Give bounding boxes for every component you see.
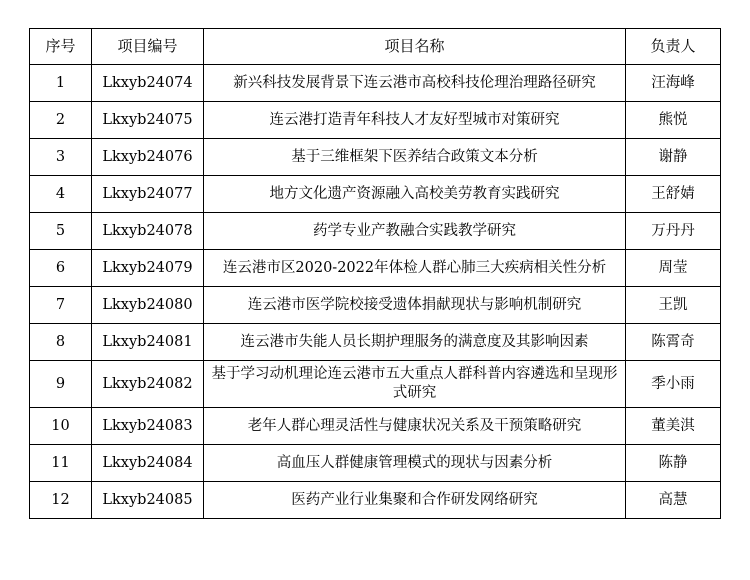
cell-project-code: Lkxyb24082 <box>92 361 204 408</box>
cell-serial-number: 11 <box>30 445 92 482</box>
cell-serial-number: 4 <box>30 176 92 213</box>
cell-project-code: Lkxyb24085 <box>92 482 204 519</box>
cell-project-code: Lkxyb24079 <box>92 250 204 287</box>
table-row <box>30 287 721 324</box>
cell-project-name: 地方文化遗产资源融入高校美劳教育实践研究 <box>204 176 626 213</box>
cell-serial-number: 6 <box>30 250 92 287</box>
cell-project-name: 高血压人群健康管理模式的现状与因素分析 <box>204 445 626 482</box>
cell-project-name: 医药产业行业集聚和合作研发网络研究 <box>204 482 626 519</box>
table-row <box>30 176 721 213</box>
cell-project-lead: 高慧 <box>626 482 721 519</box>
cell-project-name: 连云港市失能人员长期护理服务的满意度及其影响因素 <box>204 324 626 361</box>
cell-project-code: Lkxyb24080 <box>92 287 204 324</box>
cell-project-name: 新兴科技发展背景下连云港市高校科技伦理治理路径研究 <box>204 65 626 102</box>
header-project-lead: 负责人 <box>626 29 721 65</box>
cell-project-lead: 熊悦 <box>626 102 721 139</box>
table-row <box>30 445 721 482</box>
cell-project-lead: 王凯 <box>626 287 721 324</box>
cell-project-name: 老年人群心理灵活性与健康状况关系及干预策略研究 <box>204 408 626 445</box>
header-project-code: 项目编号 <box>92 29 204 65</box>
table-row <box>30 65 721 102</box>
cell-serial-number: 7 <box>30 287 92 324</box>
cell-project-name: 连云港市医学院校接受遗体捐献现状与影响机制研究 <box>204 287 626 324</box>
cell-project-code: Lkxyb24075 <box>92 102 204 139</box>
cell-project-lead: 谢静 <box>626 139 721 176</box>
cell-project-name: 连云港打造青年科技人才友好型城市对策研究 <box>204 102 626 139</box>
table-row <box>30 250 721 287</box>
table-row <box>30 324 721 361</box>
cell-project-code: Lkxyb24084 <box>92 445 204 482</box>
cell-serial-number: 1 <box>30 65 92 102</box>
cell-project-lead: 陈霄奇 <box>626 324 721 361</box>
cell-project-lead: 周莹 <box>626 250 721 287</box>
cell-project-name: 基于三维框架下医养结合政策文本分析 <box>204 139 626 176</box>
cell-project-code: Lkxyb24083 <box>92 408 204 445</box>
cell-project-code: Lkxyb24076 <box>92 139 204 176</box>
table-row <box>30 361 721 408</box>
cell-serial-number: 9 <box>30 361 92 408</box>
cell-project-lead: 汪海峰 <box>626 65 721 102</box>
cell-project-lead: 董美淇 <box>626 408 721 445</box>
cell-project-name: 基于学习动机理论连云港市五大重点人群科普内容遴选和呈现形式研究 <box>204 361 626 408</box>
cell-project-code: Lkxyb24074 <box>92 65 204 102</box>
table-header-row <box>30 29 721 65</box>
header-serial-number: 序号 <box>30 29 92 65</box>
table-row <box>30 102 721 139</box>
cell-serial-number: 8 <box>30 324 92 361</box>
table-row <box>30 482 721 519</box>
cell-serial-number: 3 <box>30 139 92 176</box>
cell-project-code: Lkxyb24077 <box>92 176 204 213</box>
cell-serial-number: 10 <box>30 408 92 445</box>
cell-project-lead: 王舒婧 <box>626 176 721 213</box>
cell-project-name: 连云港市区2020-2022年体检人群心肺三大疾病相关性分析 <box>204 250 626 287</box>
cell-serial-number: 2 <box>30 102 92 139</box>
project-table <box>29 28 721 519</box>
cell-project-lead: 万丹丹 <box>626 213 721 250</box>
table-row <box>30 408 721 445</box>
cell-project-lead: 陈静 <box>626 445 721 482</box>
table-row <box>30 213 721 250</box>
cell-project-lead: 季小雨 <box>626 361 721 408</box>
cell-serial-number: 12 <box>30 482 92 519</box>
cell-project-code: Lkxyb24078 <box>92 213 204 250</box>
cell-project-code: Lkxyb24081 <box>92 324 204 361</box>
cell-serial-number: 5 <box>30 213 92 250</box>
table-row <box>30 139 721 176</box>
header-project-name: 项目名称 <box>204 29 626 65</box>
cell-project-name: 药学专业产教融合实践教学研究 <box>204 213 626 250</box>
